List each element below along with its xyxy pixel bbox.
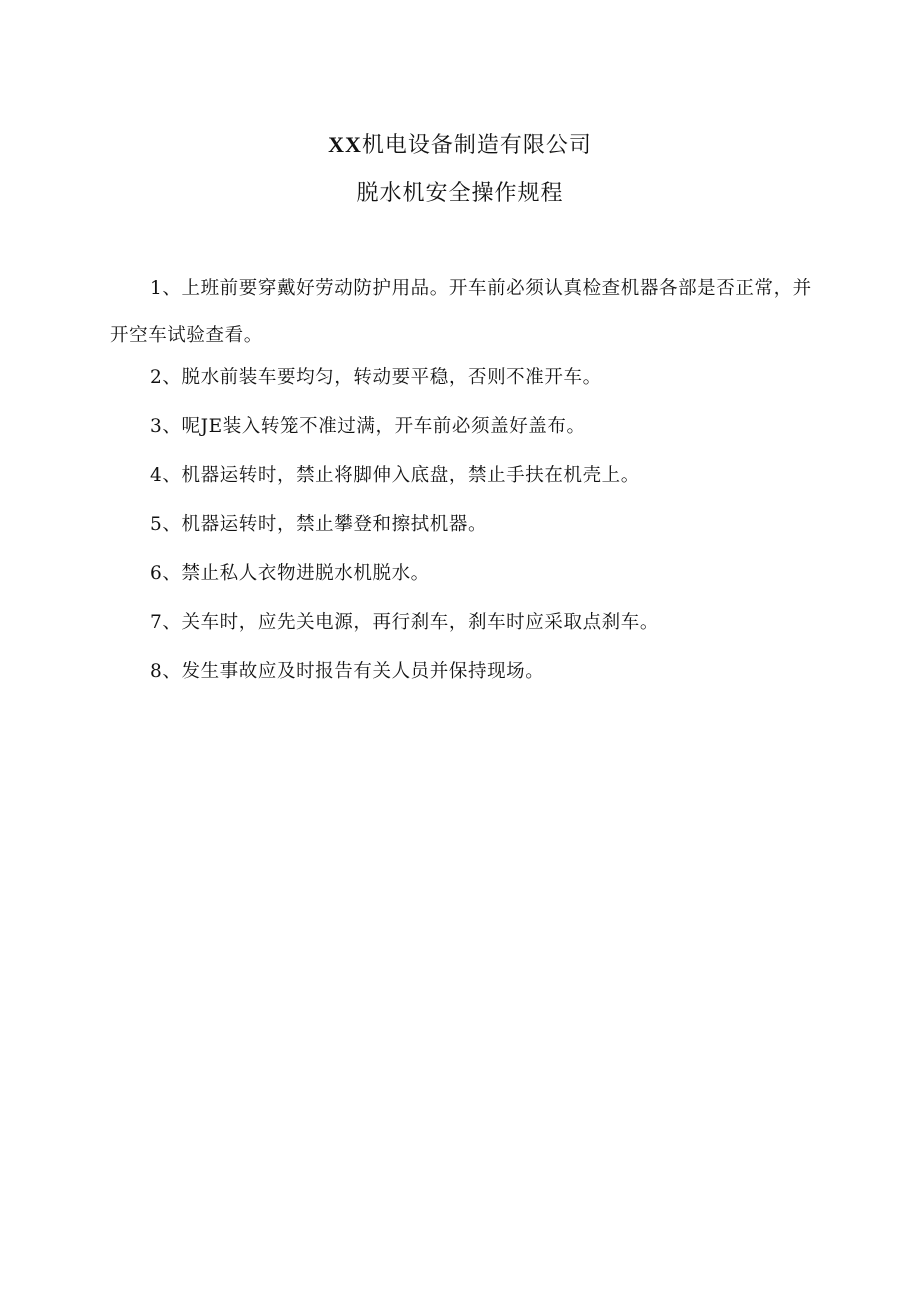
company-prefix: XX <box>328 132 362 157</box>
rule-item: 1、上班前要穿戴好劳动防护用品。开车前必须认真检查机器各部是否正常，并开空车试验查看。 <box>110 278 812 346</box>
document-title: 脱水机安全操作规程 <box>356 181 564 206</box>
rule-item: 2、脱水前装车要均匀，转动要平稳，否则不准开车。 <box>150 367 602 388</box>
rule-item: 4、机器运转时，禁止将脚伸入底盘，禁止手扶在机壳上。 <box>150 465 640 486</box>
company-title <box>0 127 920 164</box>
company-name: 机电设备制造有限公司 <box>361 133 592 158</box>
rule-item: 7、关车时，应先关电源，再行刹车，刹车时应采取点刹车。 <box>150 612 659 633</box>
rule-item: 3、呢JE装入转笼不准过满，开车前必须盖好盖布。 <box>150 416 586 437</box>
rule-item: 6、禁止私人衣物进脱水机脱水。 <box>150 563 430 584</box>
rule-item: 8、发生事故应及时报告有关人员并保持现场。 <box>150 661 545 682</box>
rules-list <box>110 271 820 704</box>
rule-item: 5、机器运转时，禁止攀登和擦拭机器。 <box>150 514 488 535</box>
